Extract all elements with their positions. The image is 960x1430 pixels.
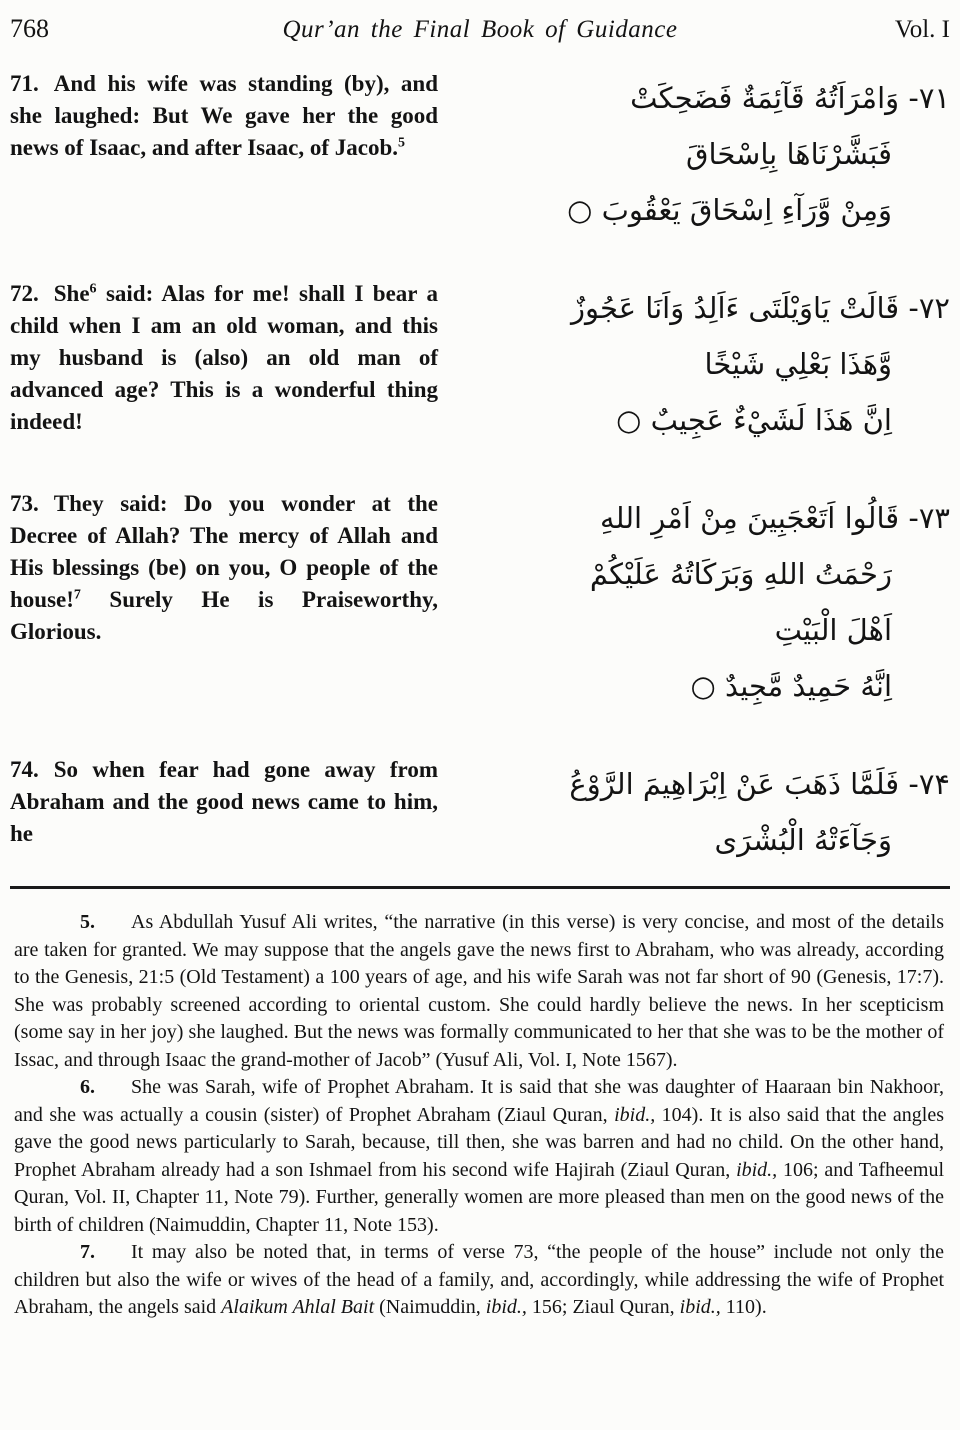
footnote-text: 156; Ziaul Quran, (526, 1296, 680, 1318)
footnote-text-italic: Alaikum Ahlal Bait (221, 1296, 375, 1318)
footnote-text-italic: ibid., (736, 1158, 778, 1181)
footnote-ref-7: 7 (73, 587, 81, 603)
verse-row-73 (10, 488, 950, 714)
footnotes-section (10, 897, 950, 1322)
verse-number: 73. (10, 491, 39, 516)
footnote-ref-6: 6 (89, 281, 97, 297)
footnote-text: (Naimuddin, (374, 1296, 486, 1318)
verse-number: 71. (10, 71, 39, 96)
footnote-number: 7. (80, 1241, 95, 1263)
verse-74-arabic (458, 754, 950, 868)
verse-73-english-paragraph (10, 488, 438, 648)
arabic-line: ۷۲- قَالَتْ يَاوَيْلَتَى ءَاَلِدُ وَاَنَا عَجُوزٌ (571, 291, 950, 325)
verse-72-english-paragraph (10, 278, 438, 438)
verse-74-english (10, 754, 458, 850)
arabic-line: ۷۱- وَامْرَاَتُهُ قَآئِمَةٌ فَضَحِكَتْ (630, 81, 950, 115)
verse-text: They said: Do you wonder at the Decree of Allah? The mercy of Allah and His blessings (be) on you, O people of the house! (10, 491, 438, 612)
footnote-6 (14, 1074, 944, 1239)
arabic-line: وَجَآءَتْهُ الْبُشْرَى (714, 823, 892, 857)
footnote-text: As Abdullah Yusuf Ali writes, “the narrative (in this verse) is very concise, and most of the details are taken for granted. We may suppose that the angels gave the news first to Abraham, who was already, according to the Genesis, 21:5 (Old Testament) a 100 years of age, and his wife Sarah was not far short of 90 (Genesis, 17:7). She was probably screened according to oriental custom. She could hardly believe the news. In her scepticism (some say in her joy) she laughed. But the news was formally communicated to her that she was to be the mother of Issac, and through Isaac the grand-mother of Jacob” (Yusuf Ali, Vol. I, Note 1567). (14, 911, 944, 1071)
arabic-line: اَهْلَ الْبَيْتِ (774, 613, 892, 647)
footnote-text: 110). (720, 1296, 767, 1318)
verse-73-english (10, 488, 458, 648)
footnote-text-italic: ibid., (614, 1103, 656, 1126)
verses-section (10, 68, 950, 868)
arabic-line: اِنَّ هَذَا لَشَيْءٌ عَجِيبٌ ○ (616, 403, 892, 437)
footnote-7 (14, 1239, 944, 1322)
verse-text: She (53, 281, 90, 306)
verse-73-arabic (458, 488, 950, 714)
verse-number: 74. (10, 757, 39, 782)
footnote-text: 104). It is also said that the angles gave the good news particularly to Sarah, because, till then, she was barren and had no child. On the other hand, Prophet Abraham already had a son Ishmael from his second wife Hajirah (Ziaul Quran, (14, 1103, 945, 1181)
verse-71-arabic (458, 68, 950, 238)
verse-text: So when fear had gone away from Abraham and the good news came to him, he (10, 757, 438, 846)
arabic-line: ۷۴- فَلَمَّا ذَهَبَ عَنْ اِبْرَاهِيمَ الرَّوْعُ (569, 767, 950, 801)
footnote-5 (14, 909, 944, 1074)
volume-label: Vol. I (894, 16, 950, 43)
footnote-number: 5. (80, 911, 95, 933)
page-header (10, 10, 950, 44)
verse-row-72 (10, 278, 950, 448)
arabic-line: اِنَّهُ حَمِيدٌ مَّجِيدٌ ○ (690, 669, 892, 703)
footnote-text-italic: ibid., (485, 1296, 527, 1318)
verse-number: 72. (10, 281, 39, 306)
footnote-text: It may also be noted that, in terms of verse 73, “the people of the house” include not only the children but also the wife or wives of the head of a family, and, accordingly, while addressing the wife of Prophet Abraham, the angels said (14, 1241, 944, 1318)
verse-text-after: Surely He is Praiseworthy, Glorious. (10, 587, 438, 644)
footnote-text-italic: ibid., (679, 1296, 721, 1318)
verse-row-74 (10, 754, 950, 868)
arabic-line: وَّهَذَا بَعْلِي شَيْخًا (704, 347, 892, 381)
verse-72-english (10, 278, 458, 438)
verse-text: And his wife was standing (by), and she laughed: But We gave her the good news of Isaac, and after Isaac, of Jacob. (10, 71, 438, 160)
page-number: 768 (10, 14, 49, 43)
verse-71-english (10, 68, 458, 164)
arabic-line: ۷۳- قَالُوا اَتَعْجَبِينَ مِنْ اَمْرِ اللهِ (600, 501, 950, 535)
verse-72-arabic (458, 278, 950, 448)
footnote-number: 6. (80, 1076, 95, 1098)
verse-74-english-paragraph (10, 754, 438, 850)
arabic-line: فَبَشَّرْنَاهَا بِاِسْحَاقَ (685, 137, 892, 171)
verse-71-english-paragraph (10, 68, 438, 164)
arabic-line: رَحْمَتُ اللهِ وَبَرَكَاتُهُ عَلَيْكُمْ (589, 557, 892, 591)
verse-text-after: said: Alas for me! shall I bear a child when I am an old woman, and this my husband is (also) an old man of advanced age? This is a wonderful thing indeed! (10, 281, 438, 434)
footnote-separator-rule (10, 886, 950, 889)
footnote-ref-5: 5 (398, 135, 406, 151)
footnote-text: She was Sarah, wife of Prophet Abraham. It is said that she was daughter of Haaraan bin Nakhoor, and she was actually a cousin (sister) of Prophet Abraham (Ziaul Quran, (14, 1076, 944, 1126)
book-title: Qur’an the Final Book of Guidance (282, 16, 678, 43)
footnote-text: 106; and Tafheemul Quran, Vol. II, Chapter 11, Note 79). Further, generally women are more pleased than men on the good news of the birth of children (Naimuddin, Chapter 11, Note 153). (14, 1158, 944, 1236)
arabic-line: وَمِنْ وَّرَآءِ اِسْحَاقَ يَعْقُوبَ ○ (567, 193, 892, 227)
verse-row-71 (10, 68, 950, 238)
